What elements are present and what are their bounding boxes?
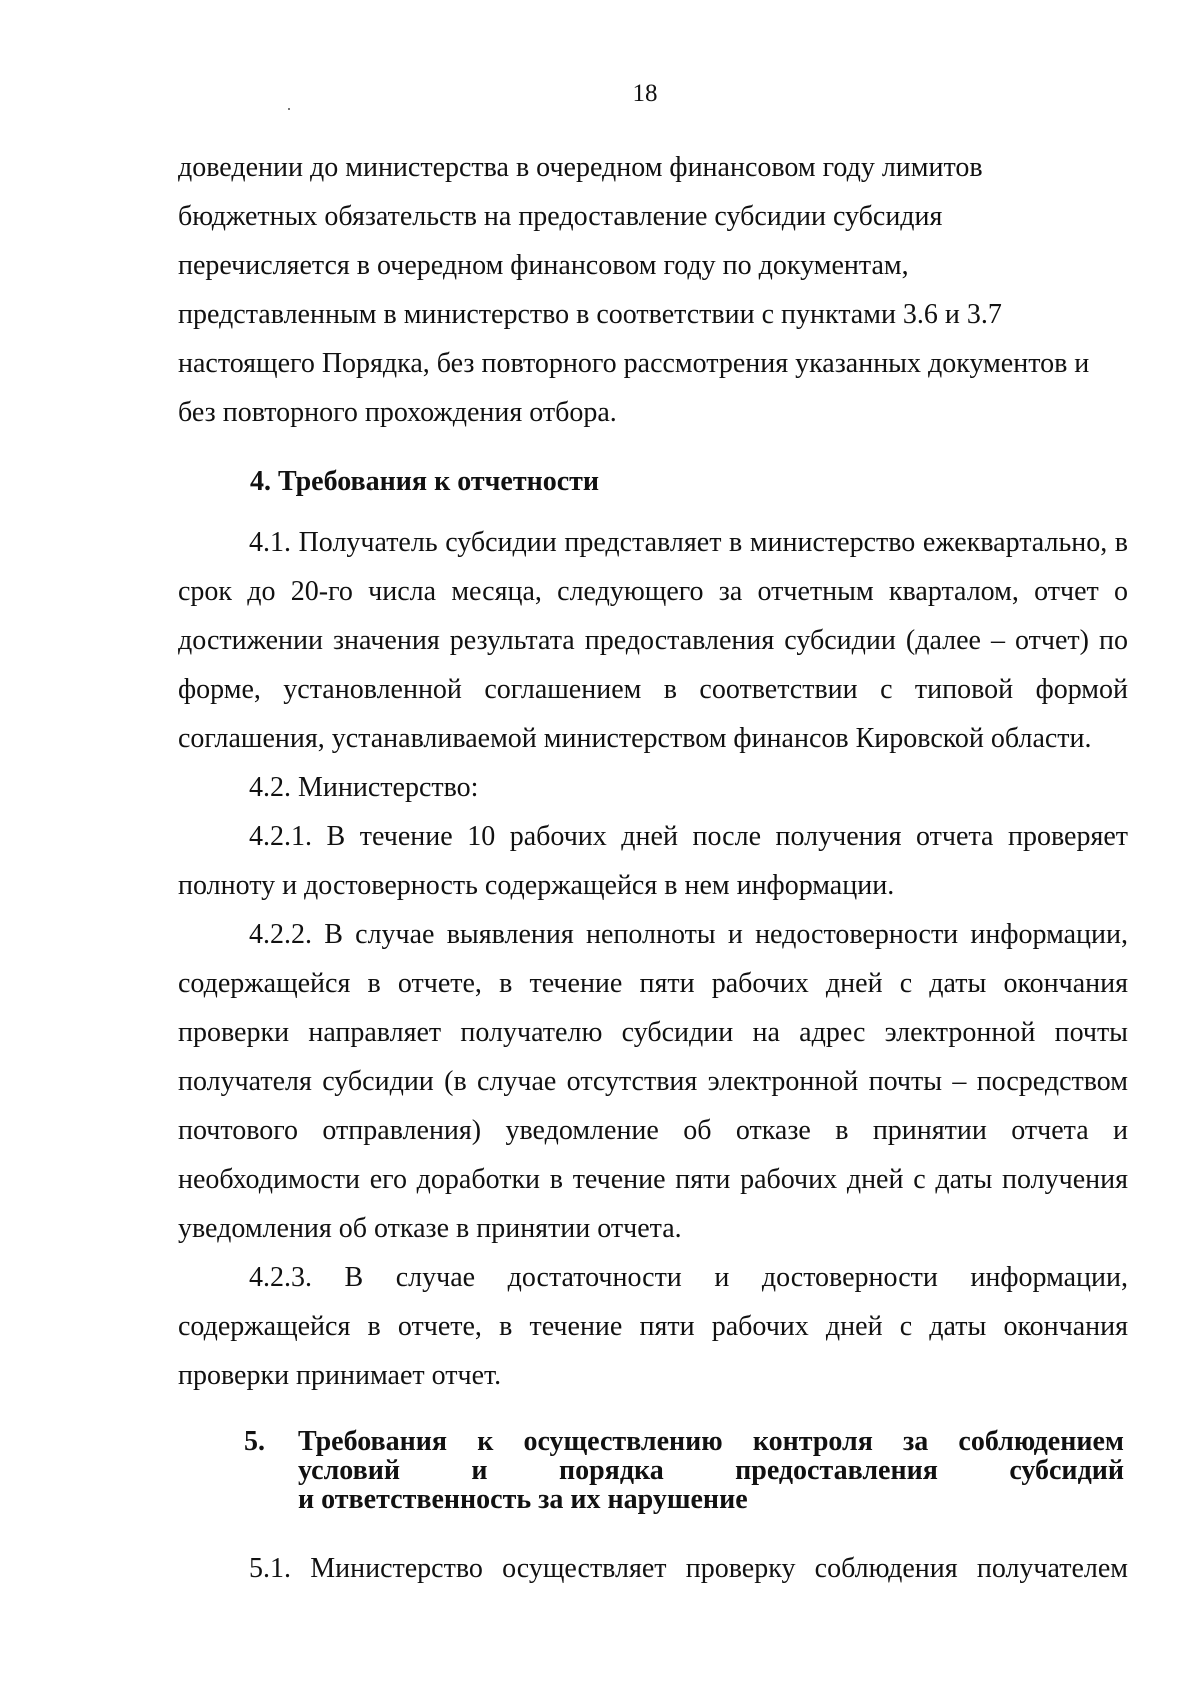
intro-line: бюджетных обязательств на предоставление субсидии субсидия bbox=[178, 201, 943, 232]
paragraph-4-1: 4.1. Получатель субсидии представляет в министерство ежеквартально, в срок до 20-го числа месяца, следующего за отчетным кварталом, отчет о достижении значения результата предоставления субсидии (далее – отчет) по форме, установленной соглашением в соответствии с типовой формой соглашения, устанавливаемой министерством финансов Кировской области. bbox=[178, 527, 1128, 754]
section-4-heading: 4. Требования к отчетности bbox=[250, 466, 600, 497]
section-5-heading-line: Требования к осуществлению контроля за соблюдением bbox=[298, 1426, 1124, 1457]
intro-paragraph bbox=[178, 143, 1128, 437]
paragraph-4-2-2: 4.2.2. В случае выявления неполноты и недостоверности информации, содержащейся в отчете, в течение пяти рабочих дней с даты окончания проверки направляет получателю субсидии на адрес электронной почты получателя субсидии (в случае отсутствия электронной почты – посредством почтового отправления) уведомление об отказе в принятии отчета и необходимости его доработки в течение пяти рабочих дней с даты получения уведомления об отказе в принятии отчета. bbox=[178, 919, 1128, 1244]
page-number: 18 bbox=[632, 80, 658, 107]
scan-speck bbox=[288, 108, 290, 110]
section-5-number: 5. bbox=[244, 1426, 265, 1457]
paragraph-4-2-1: 4.2.1. В течение 10 рабочих дней после получения отчета проверяет полноту и достоверность содержащейся в нем информации. bbox=[178, 821, 1128, 901]
intro-line: без повторного прохождения отбора. bbox=[178, 397, 617, 428]
intro-line: представленным в министерство в соответствии с пунктами 3.6 и 3.7 bbox=[178, 299, 1002, 330]
section-5-heading-line: условий и порядка предоставления субсидий bbox=[298, 1455, 1124, 1486]
paragraph-5-1: 5.1. Министерство осуществляет проверку соблюдения получателем bbox=[249, 1553, 1128, 1584]
intro-line: настоящего Порядка, без повторного рассмотрения указанных документов и bbox=[178, 348, 1090, 379]
paragraph-4-2: 4.2. Министерство: bbox=[249, 772, 479, 803]
intro-line: перечисляется в очередном финансовом году по документам, bbox=[178, 250, 909, 281]
section-5-heading bbox=[244, 1427, 1124, 1514]
section-5-heading-line: и ответственность за их нарушение bbox=[298, 1484, 748, 1515]
paragraph-4-2-3: 4.2.3. В случае достаточности и достоверности информации, содержащейся в отчете, в течение пяти рабочих дней с даты окончания проверки принимает отчет. bbox=[178, 1262, 1128, 1391]
intro-line: доведении до министерства в очередном финансовом году лимитов bbox=[178, 152, 983, 183]
